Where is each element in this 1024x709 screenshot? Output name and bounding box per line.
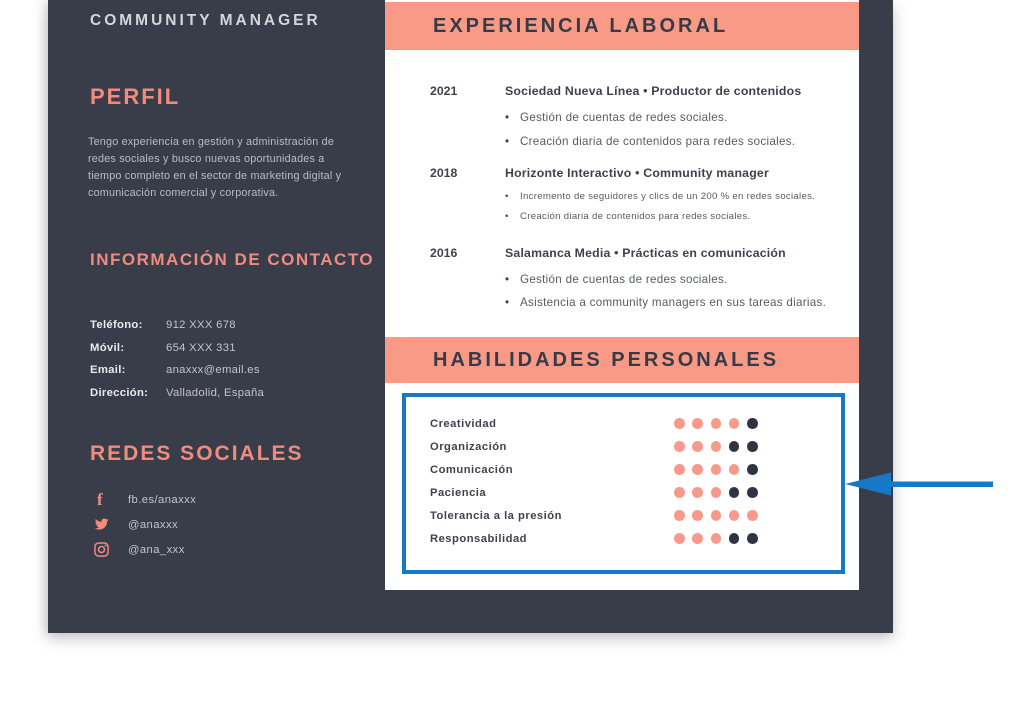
contact-value: 654 XXX 331	[166, 341, 236, 354]
contact-heading: INFORMACIÓN DE CONTACTO	[90, 250, 375, 269]
experience-bullet: • Asistencia a community managers en sus tareas diarias.	[505, 291, 841, 314]
social-row-instagram	[94, 537, 196, 562]
twitter-icon	[94, 518, 128, 531]
experience-list	[385, 50, 859, 314]
skill-label: Creatividad	[430, 417, 497, 430]
skill-label: Responsabilidad	[430, 532, 528, 545]
social-list	[94, 487, 196, 562]
profile-text: Tengo experiencia en gestión y administración de redes sociales y busco nuevas oportunidades a tiempo completo en el sector de marketing digital y comunicación comercial y corporativa.	[88, 136, 342, 199]
contact-label: Email:	[90, 364, 126, 377]
social-handle: @ana_xxx	[128, 543, 185, 556]
experience-entry-2021	[430, 84, 841, 154]
contact-row-email	[90, 359, 370, 382]
instagram-icon	[94, 542, 128, 557]
social-row-twitter	[94, 512, 196, 537]
experience-entry-2018	[430, 166, 841, 227]
experience-title: Salamanca Media • Prácticas en comunicación	[505, 246, 786, 260]
experience-bullet: • Incremento de seguidores y clics de un 200 % en redes sociales.	[505, 187, 841, 207]
experience-title: Horizonte Interactivo • Community manager	[505, 166, 769, 180]
highlight-arrow-icon	[845, 466, 993, 502]
experience-bullet: • Gestión de cuentas de redes sociales.	[505, 106, 841, 130]
contact-row-phone	[90, 314, 370, 337]
skills-heading: HABILIDADES PERSONALES	[433, 348, 780, 371]
experience-entry-2016	[430, 246, 841, 314]
experience-heading: EXPERIENCIA LABORAL	[433, 14, 729, 37]
contact-row-mobile	[90, 337, 370, 360]
facebook-icon: f	[97, 490, 103, 509]
social-row-facebook	[94, 487, 196, 512]
social-handle: @anaxxx	[128, 518, 179, 531]
contact-label: Teléfono:	[90, 319, 143, 332]
experience-year: 2016	[430, 246, 458, 260]
experience-year: 2018	[430, 166, 458, 180]
experience-bullet: • Creación diaria de contenidos para redes sociales.	[505, 207, 841, 227]
social-heading: REDES SOCIALES	[90, 442, 304, 465]
experience-section-header	[385, 2, 859, 50]
highlight-box	[402, 393, 845, 574]
experience-bullets	[505, 106, 841, 154]
experience-entry-header	[430, 166, 841, 180]
skill-label: Comunicación	[430, 463, 514, 476]
skill-label: Organización	[430, 440, 507, 453]
profile-heading: PERFIL	[90, 84, 181, 109]
experience-title: Sociedad Nueva Línea • Productor de contenidos	[505, 84, 802, 98]
skills-section-header	[385, 337, 859, 383]
experience-bullets	[505, 268, 841, 314]
contact-value: anaxxx@email.es	[166, 364, 260, 377]
experience-entry-header	[430, 84, 841, 98]
contact-label: Dirección:	[90, 386, 149, 399]
experience-entry-header	[430, 246, 841, 260]
experience-year: 2021	[430, 84, 458, 98]
contact-label: Móvil:	[90, 341, 125, 354]
skill-label: Paciencia	[430, 486, 487, 499]
contact-row-address	[90, 382, 370, 405]
contact-value: Valladolid, España	[166, 386, 265, 399]
skill-label: Tolerancia a la presión	[430, 509, 562, 522]
experience-bullet: • Gestión de cuentas de redes sociales.	[505, 268, 841, 291]
contact-value: 912 XXX 678	[166, 319, 236, 332]
contact-list	[90, 314, 370, 404]
social-handle: fb.es/anaxxx	[128, 493, 197, 506]
experience-bullets	[505, 187, 841, 227]
experience-bullet: • Creación diaria de contenidos para redes sociales.	[505, 130, 841, 154]
role-title: COMMUNITY MANAGER	[90, 12, 321, 29]
